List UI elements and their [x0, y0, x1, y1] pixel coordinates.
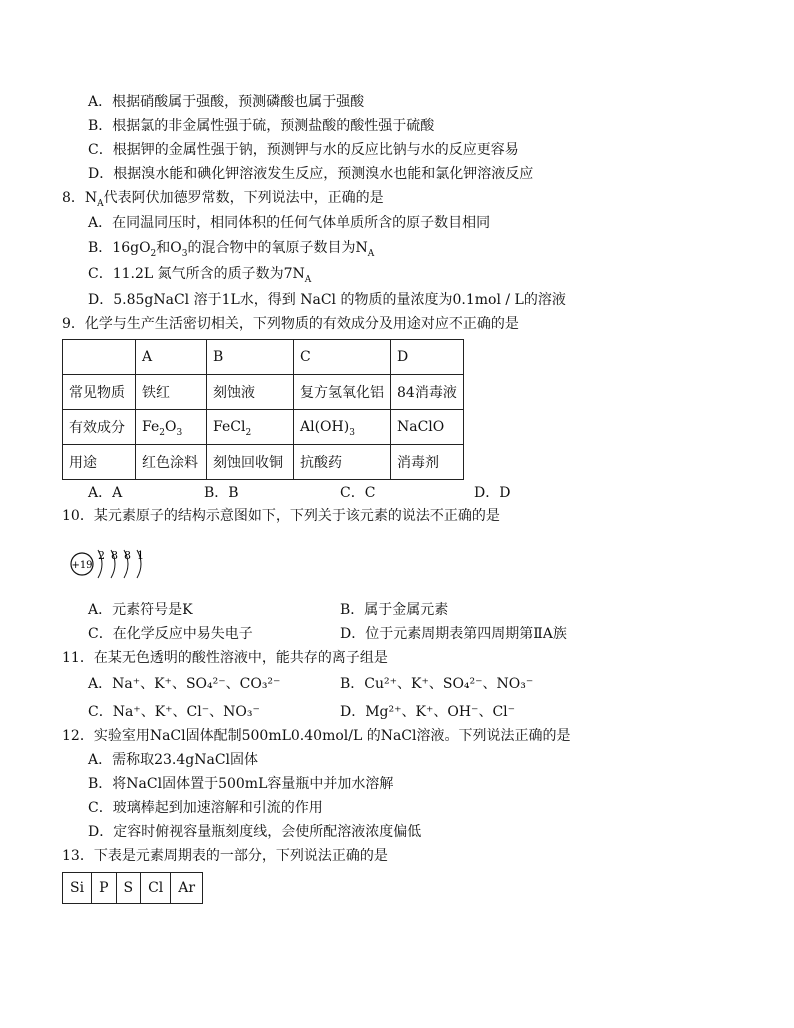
q8-option-d: D．5.85gNaCl 溶于1L水，得到 NaCl 的物质的量浓度为0.1mol / L的溶液: [88, 292, 566, 308]
q11-option-c: C．Na⁺、K⁺、Cl⁻、NO₃⁻: [88, 704, 260, 720]
q9-row1-d: 84消毒液: [391, 375, 464, 410]
q8-option-b-sub: A: [367, 248, 375, 259]
q9-header-c: C: [294, 340, 391, 375]
subscript-3: 3: [349, 427, 355, 438]
q10-option-c: C．在化学反应中易失电子: [88, 626, 253, 642]
q12-option-d: D．定容时俯视容量瓶刻度线，会使所配溶液浓度偏低: [88, 824, 422, 840]
q8-option-c-text: C．11.2L 氮气所含的质子数为7N: [88, 266, 305, 282]
q11-option-d: D．Mg²⁺、K⁺、OH⁻、Cl⁻: [340, 704, 516, 720]
q9-row1-label: 常见物质: [63, 375, 136, 410]
q11-option-b: B．Cu²⁺、K⁺、SO₄²⁻、NO₃⁻: [340, 676, 534, 692]
q12-option-b: B．将NaCl固体置于500mL容量瓶中并加水溶解: [88, 776, 394, 792]
q9-row3-d: 消毒剂: [391, 445, 464, 480]
q9-row2-a-o: O: [164, 419, 177, 435]
q10-option-a: A．元素符号是K: [88, 602, 193, 618]
q9-option-c: C．C: [340, 485, 376, 501]
shell-count-2: 8: [111, 549, 118, 562]
q9-row2-c-aloh: Al(OH): [300, 419, 350, 435]
subscript-2: 2: [150, 248, 157, 259]
subscript-3: 3: [181, 248, 188, 259]
q11-stem: 11．在某无色透明的酸性溶液中，能共存的离子组是: [62, 650, 388, 666]
shell-count-1: 2: [98, 549, 105, 562]
q9-row3-a: 红色涂料: [136, 445, 207, 480]
q11-option-a: A．Na⁺、K⁺、SO₄²⁻、CO₃²⁻: [88, 676, 281, 692]
q8-option-b-part1: B．16gO: [88, 240, 151, 256]
q8-option-c-sub: A: [304, 274, 312, 285]
q9-row1-a: 铁红: [136, 375, 207, 410]
q9-row2-c: [294, 410, 391, 445]
q9-row3-b: 刻蚀回收铜: [207, 445, 294, 480]
q9-option-d: D．D: [474, 485, 511, 501]
q13-cell-s: S: [116, 873, 141, 904]
q12-stem: 12．实验室用NaCl固体配制500mL0.40mol/L 的NaCl溶液。下列说法正确的是: [62, 728, 571, 744]
q9-cell-blank: [63, 340, 136, 375]
shell-count-4: 1: [137, 549, 144, 562]
q9-row3-c: 抗酸药: [294, 445, 391, 480]
q9-row2-b-fecl: FeCl: [213, 419, 246, 435]
q8-stem-sub: A: [97, 198, 104, 209]
subscript-3: 3: [176, 427, 183, 438]
q13-table-row: [63, 873, 203, 904]
q9-row1-c: 复方氢氧化铝: [294, 375, 391, 410]
q13-cell-cl: Cl: [141, 873, 171, 904]
nucleus-label: +19: [71, 560, 93, 571]
q12-option-a: A．需称取23.4gNaCl固体: [88, 752, 259, 768]
q9-row3-label: 用途: [63, 445, 136, 480]
q13-cell-ar: Ar: [171, 873, 203, 904]
q9-option-b: B．B: [204, 485, 239, 501]
q9-header-a: A: [136, 340, 207, 375]
q9-table-row-use: [63, 445, 464, 480]
subscript-2: 2: [159, 427, 165, 438]
q9-row1-b: 刻蚀液: [207, 375, 294, 410]
q13-cell-si: Si: [63, 873, 92, 904]
q9-table-row-substance: [63, 375, 464, 410]
subscript-2: 2: [245, 427, 252, 438]
q9-stem: 9．化学与生产生活密切相关，下列物质的有效成分及用途对应不正确的是: [62, 316, 519, 332]
q13-periodic-table: [62, 872, 203, 904]
q10-option-d: D．位于元素周期表第四周期第ⅡA族: [340, 626, 567, 642]
q8-option-c: [88, 264, 311, 284]
q9-row2-label: 有效成分: [63, 410, 136, 445]
atom-structure-diagram: [68, 544, 158, 584]
q8-option-a: A．在同温同压时，相同体积的任何气体单质所含的原子数目相同: [88, 215, 491, 231]
q9-row2-b: [207, 410, 294, 445]
q7-option-a: A．根据硝酸属于强酸，预测磷酸也属于强酸: [88, 94, 365, 110]
q12-option-c: C．玻璃棒起到加速溶解和引流的作用: [88, 800, 323, 816]
q9-table: [62, 339, 464, 480]
q8-stem-rest: 代表阿伏加德罗常数，下列说法中，正确的是: [103, 190, 384, 206]
shell-count-3: 8: [124, 549, 131, 562]
q7-option-c: C．根据钾的金属性强于钠，预测钾与水的反应比钠与水的反应更容易: [88, 142, 519, 158]
q9-table-row-component: [63, 410, 464, 445]
q9-header-d: D: [391, 340, 464, 375]
q7-option-b: B．根据氯的非金属性强于硫，预测盐酸的酸性强于硫酸: [88, 118, 435, 134]
q9-header-b: B: [207, 340, 294, 375]
q9-option-a: A．A: [88, 485, 123, 501]
q8-stem-prefix: 8．N: [62, 190, 98, 206]
q9-row2-d: NaClO: [391, 410, 464, 445]
q9-row2-a: [136, 410, 207, 445]
q8-option-b-part2: 和O: [156, 240, 182, 256]
q9-row2-a-fe: Fe: [142, 419, 160, 435]
q7-option-d: D．根据溴水能和碘化钾溶液发生反应，预测溴水也能和氯化钾溶液反应: [88, 166, 534, 182]
q13-stem: 13．下表是元素周期表的一部分，下列说法正确的是: [62, 848, 388, 864]
q10-stem: 10．某元素原子的结构示意图如下，下列关于该元素的说法不正确的是: [62, 508, 500, 524]
q8-option-b-part3: 的混合物中的氧原子数目为N: [187, 240, 368, 256]
q9-table-header-row: [63, 340, 464, 375]
q9-options: [88, 482, 528, 502]
q8-stem: [62, 188, 384, 208]
q13-cell-p: P: [92, 873, 116, 904]
q10-option-b: B．属于金属元素: [340, 602, 449, 618]
q8-option-b: [88, 238, 374, 258]
